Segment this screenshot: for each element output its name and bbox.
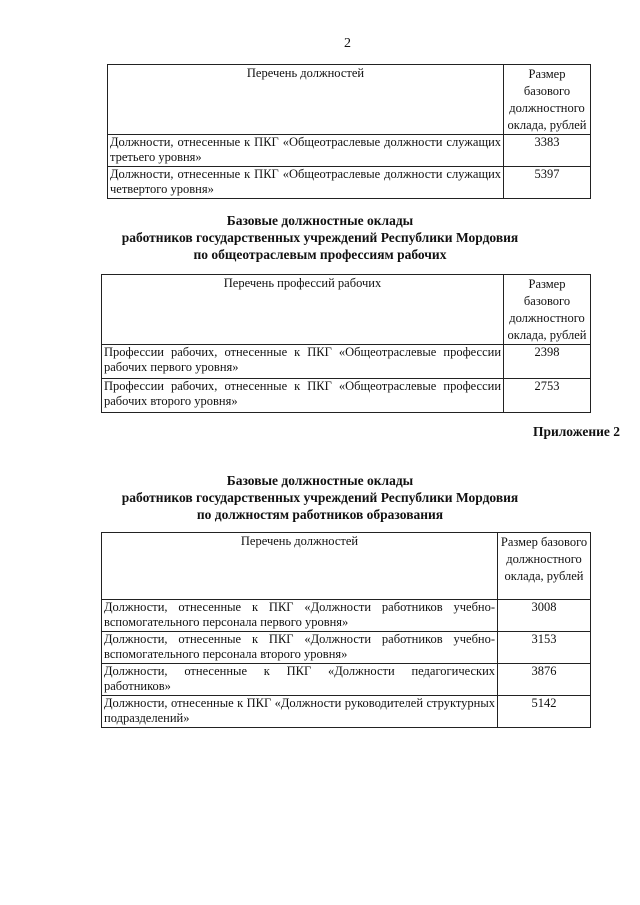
table-row [108,167,591,199]
table-header-row [108,65,591,135]
title-line: по общеотраслевым профессиям рабочих [193,247,447,262]
table-header-row [102,275,591,345]
title-line: Базовые должностные оклады [226,213,414,228]
row-name: Должности, отнесенные к ПКГ «Должности педагогических работников» [102,664,498,696]
header-size: Размер базового должностного оклада, рублей [504,275,591,345]
table-education-positions [101,532,591,728]
row-value: 3153 [498,632,591,664]
title-line: работников государственных учреждений Республики Мордовия [121,490,519,505]
row-value: 3008 [498,600,591,632]
section-title-education [0,472,640,523]
table-row [102,345,591,379]
table-row [102,664,591,696]
row-name: Должности, отнесенные к ПКГ «Общеотраслевые должности служащих четвертого уровня» [108,167,504,199]
section-title-workers [0,212,640,263]
page-number: 2 [344,36,351,51]
row-name: Должности, отнесенные к ПКГ «Общеотраслевые должности служащих третьего уровня» [108,135,504,167]
table-row [102,600,591,632]
row-value: 3383 [504,135,591,167]
table-row [102,696,591,728]
row-value: 5397 [504,167,591,199]
annex-label: Приложение 2 [532,424,620,439]
row-value: 5142 [498,696,591,728]
row-name: Профессии рабочих, отнесенные к ПКГ «Общеотраслевые профессии рабочих первого уровня» [102,345,504,379]
header-list: Перечень профессий рабочих [102,275,504,345]
table-header-row [102,533,591,600]
header-size: Размер базового должностного оклада, рублей [504,65,591,135]
row-value: 2753 [504,379,591,413]
table-row [102,379,591,413]
header-list: Перечень должностей [102,533,498,600]
header-size: Размер базового должностного оклада, рублей [498,533,591,600]
table-row [102,632,591,664]
row-name: Должности, отнесенные к ПКГ «Должности работников учебно-вспомогательного персонала первого уровня» [102,600,498,632]
title-line: Базовые должностные оклады [226,473,414,488]
title-line: по должностям работников образования [196,507,444,522]
title-line: работников государственных учреждений Республики Мордовия [121,230,519,245]
row-value: 2398 [504,345,591,379]
table-worker-professions [101,274,591,413]
row-name: Должности, отнесенные к ПКГ «Должности работников учебно-вспомогательного персонала второго уровня» [102,632,498,664]
row-value: 3876 [498,664,591,696]
table-positions-general [107,64,591,199]
header-list: Перечень должностей [108,65,504,135]
table-row [108,135,591,167]
row-name: Должности, отнесенные к ПКГ «Должности руководителей структурных подразделений» [102,696,498,728]
row-name: Профессии рабочих, отнесенные к ПКГ «Общеотраслевые профессии рабочих второго уровня» [102,379,504,413]
